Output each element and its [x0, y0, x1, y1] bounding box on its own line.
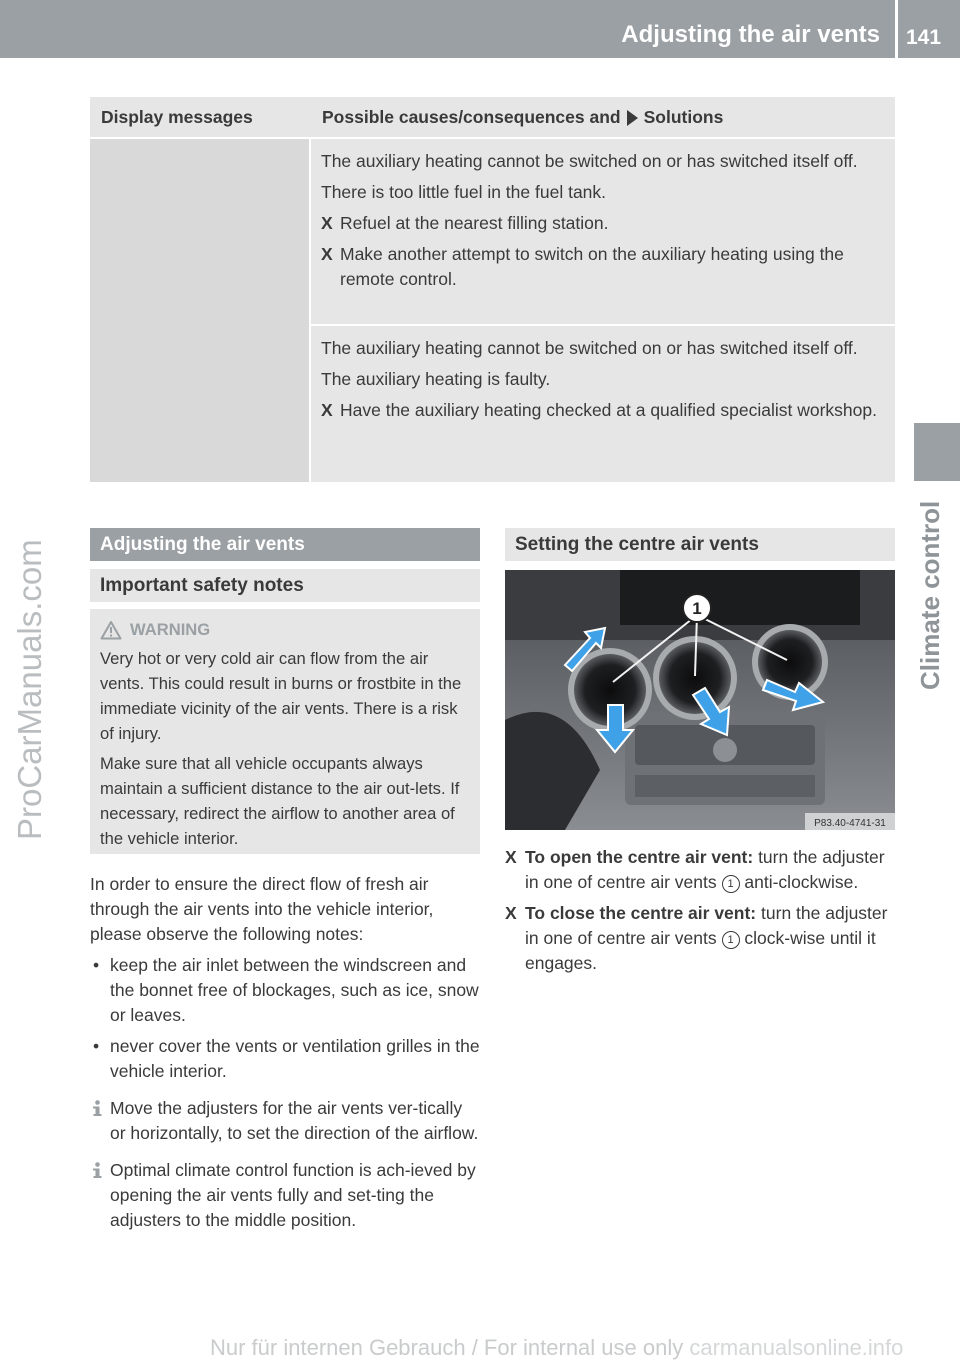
footer-watermark: Nur für internen Gebrauch / For internal use only carmanualsonline.info	[210, 1335, 904, 1360]
warning-triangle-icon	[100, 620, 122, 640]
cause-text: The auxiliary heating cannot be switched on or has switched itself off.	[321, 151, 858, 171]
x-arrow-icon: X	[321, 400, 333, 420]
info-icon	[90, 1100, 105, 1117]
instruction-step: X To close the centre air vent: turn the adjuster in one of centre air vents 1 clock-wise until it engages.	[505, 903, 888, 973]
right-body	[505, 845, 897, 982]
left-watermark: ProCarManuals.com	[11, 539, 48, 840]
x-arrow-icon: X	[321, 244, 333, 264]
display-message-cell	[90, 139, 309, 482]
section-heading-air-vents: Adjusting the air vents	[90, 528, 480, 561]
page-number: 141	[906, 26, 942, 49]
play-arrow-icon	[627, 110, 638, 126]
header-divider	[895, 0, 898, 58]
table-header	[90, 97, 895, 137]
solution-step: X Have the auxiliary heating checked at a qualified specialist workshop.	[321, 398, 889, 423]
cause-text: The auxiliary heating is faulty.	[321, 369, 551, 389]
solution-step: X Refuel at the nearest filling station.	[321, 211, 889, 236]
col-header-solutions-text: Solutions	[643, 107, 724, 127]
list-item: • never cover the vents or ventilation grilles in the vehicle interior.	[93, 1036, 480, 1081]
info-icon	[90, 1162, 105, 1179]
cause-text: The auxiliary heating cannot be switched on or has switched itself off.	[321, 338, 858, 358]
left-body	[90, 872, 482, 1245]
instruction-step: X To open the centre air vent: turn the adjuster in one of centre air vents 1 anti-clockwise.	[505, 847, 885, 892]
x-arrow-icon: X	[505, 903, 517, 923]
list-item: • keep the air inlet between the windscreen and the bonnet free of blockages, such as ice, snow or leaves.	[93, 955, 479, 1025]
info-note: Optimal climate control function is ach-ieved by opening the air vents fully and set-ting the adjusters to the middle position.	[90, 1158, 482, 1233]
photo-code: P83.40-4741-31	[814, 818, 886, 829]
callout-circle-icon: 1	[722, 875, 740, 893]
side-tab-label: Climate control	[915, 500, 945, 690]
table-row	[311, 326, 895, 482]
warning-text: Very hot or very cold air can flow from the air vents. This could result in burns or frostbite in the immediate vicinity of the air vents. There is a risk of injury.	[100, 649, 462, 743]
side-tab-marker	[914, 423, 960, 481]
x-arrow-icon: X	[321, 213, 333, 233]
callout-number: 1	[692, 599, 702, 618]
col-header-causes	[322, 105, 723, 130]
cause-text: There is too little fuel in the fuel tank.	[321, 182, 607, 202]
page-title: Adjusting the air vents	[621, 21, 880, 48]
warning-box	[90, 609, 480, 854]
x-arrow-icon: X	[505, 847, 517, 867]
subsection-heading-safety: Important safety notes	[90, 569, 480, 602]
centre-air-vents-photo	[505, 570, 895, 830]
info-note: Move the adjusters for the air vents ver-tically or horizontally, to set the direction of the airflow.	[90, 1096, 482, 1146]
table-row	[311, 139, 895, 324]
solution-step: X Make another attempt to switch on the auxiliary heating using the remote control.	[321, 244, 844, 289]
callout-circle-icon: 1	[722, 931, 740, 949]
col-header-display-messages: Display messages	[101, 107, 253, 127]
warning-title: WARNING	[100, 617, 474, 642]
section-heading-centre-vents: Setting the centre air vents	[505, 528, 895, 561]
col-header-causes-text: Possible causes/consequences and	[322, 107, 621, 127]
warning-text: Make sure that all vehicle occupants always maintain a sufficient distance to the air out-lets. If necessary, redirect the airflow to another area of the vehicle interior.	[100, 754, 460, 848]
intro-paragraph: In order to ensure the direct flow of fresh air through the air vents into the vehicle interior, please observe the following notes:	[90, 874, 434, 944]
